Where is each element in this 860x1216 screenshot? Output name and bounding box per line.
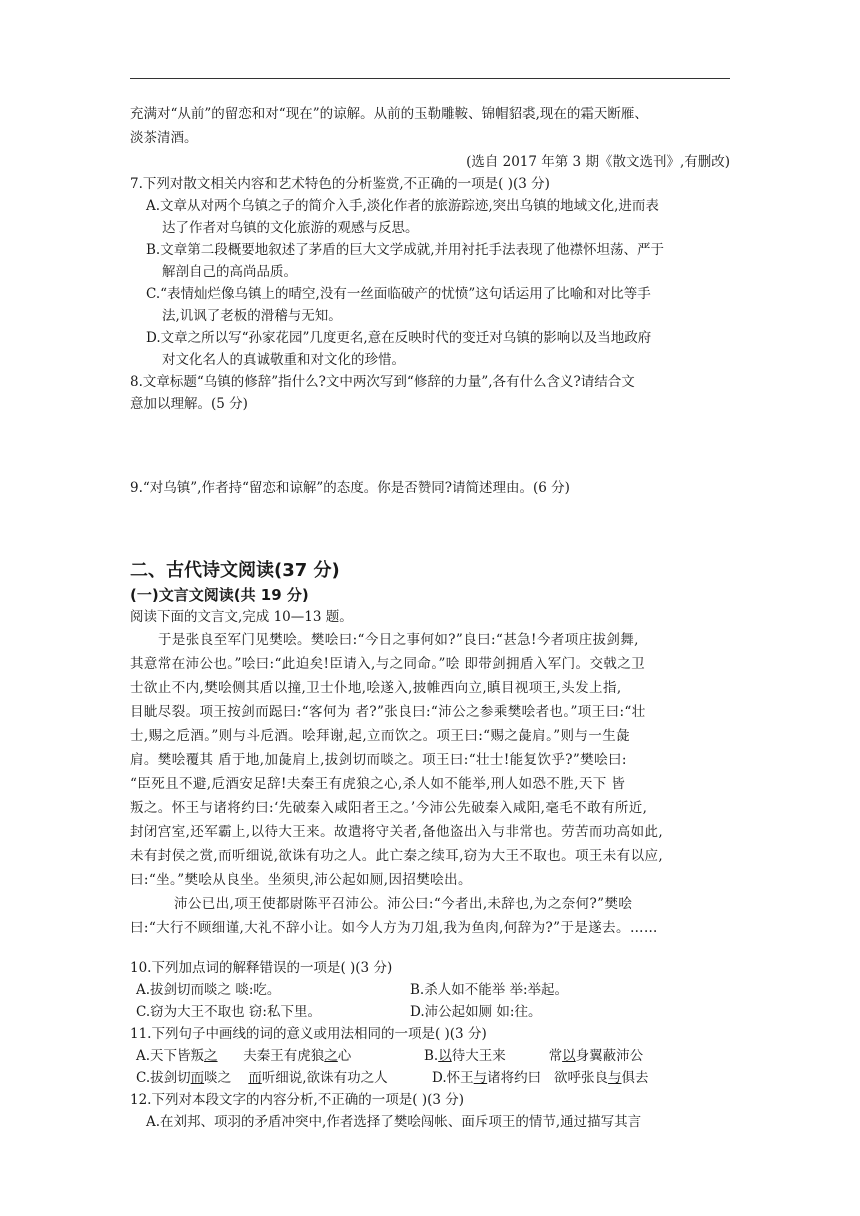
section-subtitle: (一)文言文阅读(共 19 分) <box>130 586 309 604</box>
header-rule <box>130 78 730 79</box>
classical-text-line: “臣死且不避,卮酒安足辞!夫秦王有虎狼之心,杀人如不能举,刑人如恐不胜,天下 皆 <box>130 776 626 792</box>
question-10-option-d: D.沛公起如厕 如:往。 <box>410 1004 542 1020</box>
question-12-option-a: A.在刘邦、项羽的矛盾冲突中,作者选择了樊哙闯帐、面斥项王的情节,通过描写其言 <box>146 1114 642 1130</box>
option-text: 待大王来 常 <box>451 1048 563 1064</box>
option-text: D.怀王 <box>432 1070 474 1086</box>
underlined-word: 与 <box>608 1070 622 1086</box>
question-7-option-b-cont: 解剖自己的高尚品质。 <box>162 264 297 280</box>
question-8-stem: 8.文章标题“乌镇的修辞”指什么?文中两次写到“修辞的力量”,各有什么含义?请结合文 <box>130 374 635 390</box>
option-text: C.拔剑切 <box>136 1070 191 1086</box>
underlined-word: 以 <box>438 1048 452 1064</box>
classical-text-line: 士欲止不内,樊哙侧其盾以撞,卫士仆地,哙遂入,披帷西向立,瞋目视项王,头发上指, <box>130 680 622 696</box>
question-12-stem: 12.下列对本段文字的内容分析,不正确的一项是( )(3 分) <box>130 1092 464 1108</box>
option-text: 听细说,欲诛有功之人 <box>261 1070 388 1086</box>
underlined-word: 以 <box>562 1048 576 1064</box>
classical-text-line: 曰:“坐。”樊哙从良坐。坐须臾,沛公起如厕,因招樊哙出。 <box>130 872 472 888</box>
question-9-stem: 9.“对乌镇”,作者持“留恋和谅解”的态度。你是否赞同?请简述理由。(6 分) <box>130 480 570 496</box>
passage-end-line: 充满对“从前”的留恋和对“现在”的谅解。从前的玉勒雕鞍、锦帽貂裘,现在的霜天断雁、 <box>130 106 648 122</box>
classical-text-line: 曰:“大行不顾细谨,大礼不辞小让。如今人方为刀俎,我为鱼肉,何辞为?”于是遂去。…… <box>130 920 658 936</box>
underlined-word: 而 <box>190 1070 205 1086</box>
question-10-option-c: C.窃为大王不取也 窃:私下里。 <box>136 1004 321 1020</box>
classical-text-line: 其意常在沛公也。”哙曰:“此迫矣!臣请入,与之同命。”哙 即带剑拥盾入军门。交戟之卫 <box>130 656 646 672</box>
classical-text-line: 目眦尽裂。项王按剑而跽曰:“客何为 者?”张良曰:“沛公之参乘樊哙者也。”项王曰:“壮 <box>130 704 646 720</box>
question-10-stem: 10.下列加点词的解释错误的一项是( )(3 分) <box>130 960 393 976</box>
classical-text-line: 封闭宫室,还军霸上,以待大王来。故遣将守关者,备他盗出入与非常也。劳苦而功高如此, <box>130 824 664 840</box>
option-text: 俱去 <box>621 1070 649 1086</box>
option-text: 啖之 <box>204 1070 249 1086</box>
underlined-word: 之 <box>324 1048 338 1064</box>
question-11-option-b <box>424 1046 643 1066</box>
section-instruction: 阅读下面的文言文,完成 10—13 题。 <box>130 609 353 625</box>
question-10-option-b: B.杀人如不能举 举:举起。 <box>410 982 569 998</box>
question-10-option-a: A.拔剑切而啖之 啖:吃。 <box>136 982 281 998</box>
question-8-stem-cont: 意加以理解。(5 分) <box>130 396 248 412</box>
question-11-option-c <box>136 1068 388 1088</box>
question-7-option-c-cont: 法,讥讽了老板的滑稽与无知。 <box>162 308 342 324</box>
classical-text-line: 沛公已出,项王使都尉陈平召沛公。沛公曰:“今者出,未辞也,为之奈何?”樊哙 <box>174 896 633 912</box>
passage-end-line: 淡茶清酒。 <box>130 130 198 146</box>
question-11-option-d <box>432 1068 649 1088</box>
question-7-option-c: C.“表情灿烂像乌镇上的晴空,没有一丝面临破产的忧愤”这句话运用了比喻和对比等手 <box>146 286 651 302</box>
passage-source: (选自 2017 年第 3 期《散文选刊》,有删改) <box>466 154 730 170</box>
question-7-option-b: B.文章第二段概要地叙述了茅盾的巨大文学成就,并用衬托手法表现了他襟怀坦荡、严于 <box>146 242 665 258</box>
option-text: 心 <box>337 1048 352 1064</box>
option-text: 夫秦王有虎狼 <box>217 1048 325 1064</box>
option-text: 身翼蔽沛公 <box>575 1048 644 1064</box>
question-11-option-a <box>136 1046 351 1066</box>
question-7-option-d: D.文章之所以写“孙家花园”几度更名,意在反映时代的变迁对乌镇的影响以及当地政府 <box>146 330 652 346</box>
underlined-word: 而 <box>248 1070 262 1086</box>
underlined-word: 与 <box>473 1070 488 1086</box>
question-7-option-a-cont: 达了作者对乌镇的文化旅游的观感与反思。 <box>162 220 419 236</box>
classical-text-line: 叛之。怀王与诸将约曰:‘先破秦入咸阳者王之。’今沛公先破秦入咸阳,毫毛不敢有所近, <box>130 800 648 816</box>
question-11-stem: 11.下列句子中画线的词的意义或用法相同的一项是( )(3 分) <box>130 1026 487 1042</box>
option-text: B. <box>424 1048 439 1064</box>
underlined-word: 之 <box>204 1048 218 1064</box>
option-text: A.天下皆叛 <box>136 1048 205 1064</box>
classical-text-line: 于是张良至军门见樊哙。樊哙曰:“今日之事何如?”良曰:“甚急!今者项庄拔剑舞, <box>158 632 639 648</box>
question-7-option-a: A.文章从对两个乌镇之子的简介入手,淡化作者的旅游踪迹,突出乌镇的地域文化,进而表 <box>146 198 659 214</box>
question-7-stem: 7.下列对散文相关内容和艺术特色的分析鉴赏,不正确的一项是( )(3 分) <box>130 176 550 192</box>
option-text: 诸将约曰 欲呼张良 <box>487 1070 609 1086</box>
section-title: 二、古代诗文阅读(37 分) <box>130 560 340 581</box>
classical-text-line: 士,赐之卮酒。”则与斗卮酒。哙拜谢,起,立而饮之。项王曰:“赐之彘肩。”则与一生彘 <box>130 728 631 744</box>
question-7-option-d-cont: 对文化名人的真诚敬重和对文化的珍惜。 <box>162 352 405 368</box>
classical-text-line: 未有封侯之赏,而听细说,欲诛有功之人。此亡秦之续耳,窃为大王不取也。项王未有以应, <box>130 848 664 864</box>
classical-text-line: 肩。樊哙覆其 盾于地,加彘肩上,拔剑切而啖之。项王曰:“壮士!能复饮乎?”樊哙曰: <box>130 752 627 768</box>
